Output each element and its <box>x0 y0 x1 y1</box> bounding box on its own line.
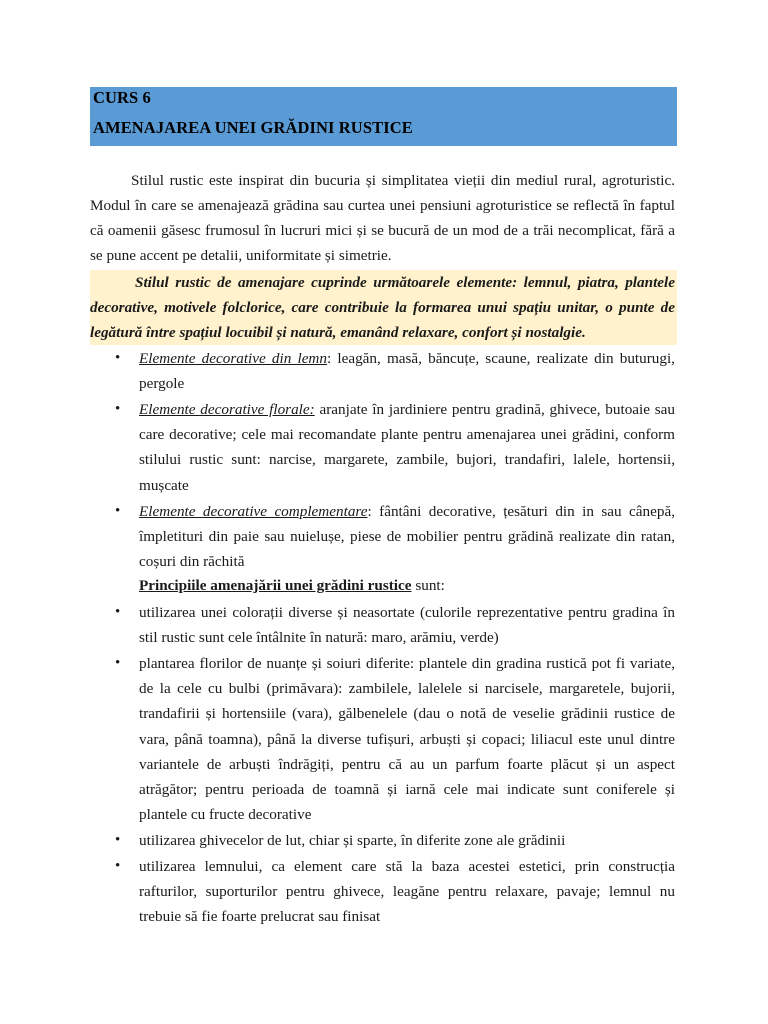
title-banner <box>90 87 677 146</box>
item-text: : leagăn, masă, băncuțe, scaune, realizate din buturugi, pergole <box>139 350 675 393</box>
list-item: utilizarea lemnului, ca element care stă la baza acestei estetici, prin construcția rafturilor, suporturilor pentru ghivece, leagăne pentru relaxare, pavaje; lemnul nu trebuie să fie foarte prelucrat sau finisat <box>139 858 675 926</box>
bullet-icon: • <box>115 350 121 366</box>
list-item <box>139 397 675 498</box>
list-item: plantarea florilor de nuanțe și soiuri diferite: plantele din gradina rustică pot fi variate, de la cele cu bulbi (primăvara): zambilele, lalelele si narcisele, margaretele, bujorii, trandafirii și hortensiile (vara), gălbenelele (dau o notă de veselie grădinii rustice de vara, până toamna), până la diverse tufișuri, arbuști și copaci; liliacul este unul dintre variantele de arbuști îndrăgiți, pentru că au un parfum foarte plăcut și un aspect atrăgător; pentru perioada de toamnă și iarnă cele mai indicate sunt coniferele și plantele cu fructe decorative <box>139 655 675 824</box>
page-title: AMENAJAREA UNEI GRĂDINI RUSTICE <box>93 118 413 137</box>
intro-paragraph: Stilul rustic este inspirat din bucuria și simplitatea vieții din mediul rural, agroturistic. Modul în care se amenajează grădina sau curtea unei pensiuni agroturistice se reflectă în faptul că oamenii găsesc frumosul în lucruri mici și se bucură de un mod de a trăi necomplicat, fără a se pune accent pe detalii, uniformitate și simetrie. <box>90 172 675 264</box>
item-text: aranjate în jardiniere pentru gradină, ghivece, butoaie sau care decorative; cele mai recomandate plante pentru amenajarea unei grădini, conform stilului rustic sunt: narcise, margarete, zambile, bujori, trandafiri, lalele, hortensii, mușcate <box>139 401 676 494</box>
list-item: utilizarea ghivecelor de lut, chiar și sparte, în diferite zone ale grădinii <box>139 832 566 849</box>
bullet-icon: • <box>115 401 121 417</box>
item-text: : fântâni decorative, țesături din in sau cânepă, împletituri din paie sau nuielușe, piese de mobilier pentru grădină realizate din ratan, coșuri din răchită <box>139 503 675 571</box>
bullet-icon: • <box>115 655 121 671</box>
bullet-icon: • <box>115 604 121 620</box>
bullet-icon: • <box>115 503 121 519</box>
principles-heading-bold: Principiile amenajării unei grădini rustice <box>139 577 412 594</box>
highlight-paragraph: Stilul rustic de amenajare cuprinde următoarele elemente: lemnul, piatra, plantele decorative, motivele folclorice, care contribuie la formarea unui spațiu unitar, o punte de legătură între spațiul locuibil și natură, emanând relaxare, confort și nostalgie. <box>90 274 675 341</box>
item-label: Elemente decorative din lemn <box>139 350 327 367</box>
list-item <box>139 346 675 396</box>
list-item <box>139 499 675 575</box>
bullet-icon: • <box>115 832 121 848</box>
course-number: CURS 6 <box>93 88 151 107</box>
bullet-icon: • <box>115 858 121 874</box>
item-label: Elemente decorative complementare <box>139 503 368 520</box>
principles-heading <box>139 573 445 598</box>
item-label: Elemente decorative florale: <box>139 401 315 418</box>
principles-heading-rest: sunt: <box>411 577 445 594</box>
list-item: utilizarea unei colorații diverse și neasortate (culorile reprezentative pentru gradina în stil rustic sunt cele întâlnite în natură: maro, arămiu, verde) <box>139 604 675 647</box>
